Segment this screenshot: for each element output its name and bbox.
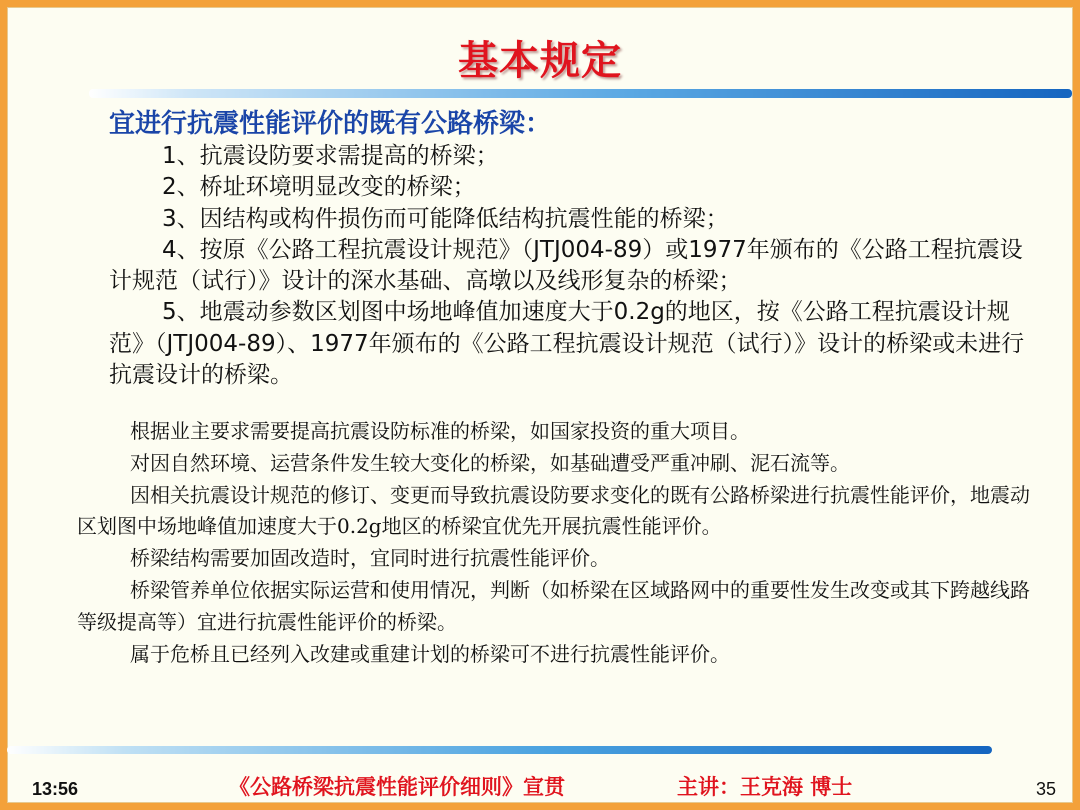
criteria-item: 5、地震动参数区划图中场地峰值加速度大于0.2g的地区，按《公路工程抗震设计规范》（JTJ004-89）、1977年颁布的《公路工程抗震设计规范（试行）》设计的桥梁或未进行抗震设计的桥梁。 [109,299,1025,389]
explanation-notes [77,416,1032,670]
section-heading: 宜进行抗震性能评价的既有公路桥梁： [109,109,552,139]
title-divider [89,89,1072,98]
criteria-item: 2、桥址环境明显改变的桥梁； [162,174,476,201]
footer-divider [7,746,992,754]
note-paragraph: 根据业主要求需要提高抗震设防标准的桥梁，如国家投资的重大项目。 [130,419,750,443]
criteria-item: 4、按原《公路工程抗震设计规范》（JTJ004-89）或1977年颁布的《公路工程抗震设计规范（试行）》设计的深水基础、高墩以及线形复杂的桥梁； [109,236,1023,295]
footer-course-title: 《公路桥梁抗震性能评价细则》宣贯 [229,775,565,799]
note-paragraph: 属于危桥且已经列入改建或重建计划的桥梁可不进行抗震性能评价。 [130,641,730,666]
criteria-item: 3、因结构或构件损伤而可能降低结构抗震性能的桥梁； [162,205,729,232]
page-number: 35 [1035,779,1056,799]
slide-title: 基本规定 [458,38,622,84]
criteria-item: 1、抗震设防要求需提高的桥梁； [162,143,499,169]
footer-time: 13:56 [32,779,79,799]
note-paragraph: 桥梁结构需要加固改造时，宜同时进行抗震性能评价。 [130,546,610,571]
slide [7,7,1073,803]
note-paragraph: 对因自然环境、运营条件发生较大变化的桥梁，如基础遭受严重冲刷、泥石流等。 [130,450,850,475]
criteria-list [109,141,1034,391]
note-paragraph: 桥梁管养单位依据实际运营和使用情况，判断（如桥梁在区域路网中的重要性发生改变或其下跨越线路等级提高等）宜进行抗震性能评价的桥梁。 [77,577,1030,634]
footer [7,769,1073,799]
note-paragraph: 因相关抗震设计规范的修订、变更而导致抗震设防要求变化的既有公路桥梁进行抗震性能评价，地震动区划图中场地峰值加速度大于0.2g地区的桥梁宜优先开展抗震性能评价。 [77,482,1030,539]
footer-speaker: 主讲：王克海 博士 [677,775,853,799]
